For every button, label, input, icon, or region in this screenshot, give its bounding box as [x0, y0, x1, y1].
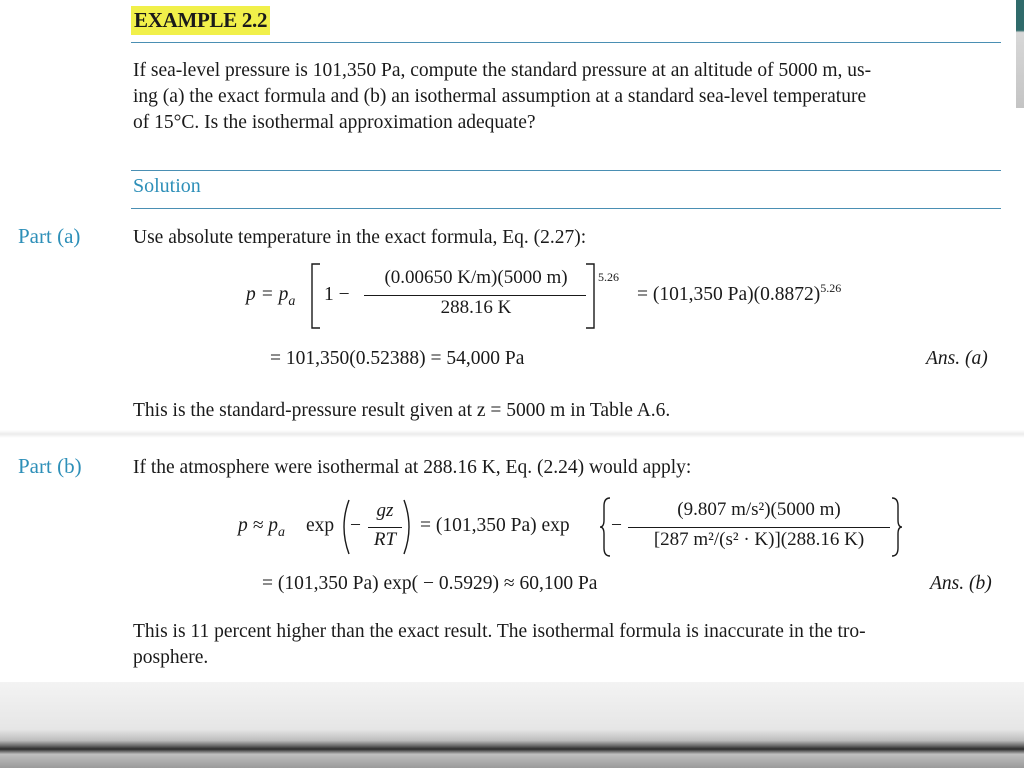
solution-bottom-rule — [131, 208, 1001, 209]
solution-heading: Solution — [133, 175, 201, 197]
part-b-label: Part (b) — [18, 454, 82, 478]
eq-a1-lhs-sub: a — [288, 293, 296, 309]
eq-a1-lhs — [246, 284, 295, 310]
slide-corner-decoration — [1016, 0, 1024, 108]
left-paren-icon — [337, 498, 351, 556]
eq-a1-exponent: 5.26 — [598, 270, 619, 284]
part-b-note-line: This is 11 percent higher than the exact result. The isothermal formula is inaccurate in the tro- — [133, 621, 866, 642]
part-b-note-line: posphere. — [133, 647, 209, 668]
eq-a1-numerator: (0.00650 K/m)(5000 m) — [384, 267, 568, 288]
eq-a2: = 101,350(0.52388) = 54,000 Pa — [270, 348, 525, 369]
problem-statement — [133, 58, 1008, 136]
eq-b1-frac1-line — [368, 527, 402, 528]
eq-b1-frac1-den: RT — [373, 529, 397, 550]
slide-footer-band — [0, 682, 1024, 768]
part-b-note — [133, 619, 866, 671]
part-a-note: This is the standard-pressure result given at z = 5000 m in Table A.6. — [133, 400, 671, 421]
title-rule — [131, 42, 1001, 43]
eq-a1-rhs — [637, 281, 842, 306]
eq-b1-minus: − — [350, 515, 361, 536]
eq-b1-lhs-sub: a — [277, 524, 285, 540]
eq-b1-lhs — [238, 515, 285, 541]
example-title: EXAMPLE 2.2 — [131, 6, 270, 35]
eq-b2: = (101,350 Pa) exp( − 0.5929) ≈ 60,100 Pa — [262, 573, 598, 594]
part-a-intro: Use absolute temperature in the exact formula, Eq. (2.27): — [133, 227, 587, 248]
left-bracket-icon — [308, 262, 322, 330]
eq-b1-middle: = (101,350 Pa) exp — [420, 515, 570, 536]
problem-line: If sea-level pressure is 101,350 Pa, compute the standard pressure at an altitude of 5000 m, us- — [133, 60, 872, 81]
eq-b1-minus-2: − — [611, 515, 622, 536]
eq-b1-frac2-den: [287 m²/(s² · K)](288.16 K) — [653, 529, 865, 550]
answer-b: Ans. (b) — [930, 573, 992, 594]
eq-b1-exp: exp — [306, 515, 335, 536]
solution-top-rule — [131, 170, 1001, 171]
right-bracket-icon — [584, 262, 598, 330]
right-paren-icon — [402, 498, 416, 556]
problem-line: ing (a) the exact formula and (b) an isothermal assumption at a standard sea-level temperature — [133, 86, 867, 107]
problem-line: of 15°C. Is the isothermal approximation adequate? — [133, 112, 536, 133]
eq-b1-frac2-num: (9.807 m/s²)(5000 m) — [677, 499, 841, 520]
left-brace-icon — [598, 496, 612, 558]
eq-b1-lhs-text: p ≈ p — [238, 515, 278, 536]
answer-a: Ans. (a) — [926, 348, 988, 369]
eq-a1-denominator: 288.16 K — [440, 297, 512, 318]
part-a-label: Part (a) — [18, 224, 81, 248]
eq-a1-fraction-line — [364, 295, 586, 296]
section-divider — [0, 430, 1024, 438]
eq-b1-frac1-num: gz — [376, 500, 394, 521]
eq-a1-one-minus: 1 − — [324, 284, 350, 305]
eq-a1-rhs-exponent: 5.26 — [820, 281, 842, 295]
eq-b1-frac2-line — [628, 527, 890, 528]
part-b-intro: If the atmosphere were isothermal at 288.16 K, Eq. (2.24) would apply: — [133, 457, 692, 478]
eq-a1-rhs-text: = (101,350 Pa)(0.8872) — [637, 284, 821, 305]
eq-a1-lhs-text: p = p — [246, 284, 289, 305]
right-brace-icon — [890, 496, 904, 558]
